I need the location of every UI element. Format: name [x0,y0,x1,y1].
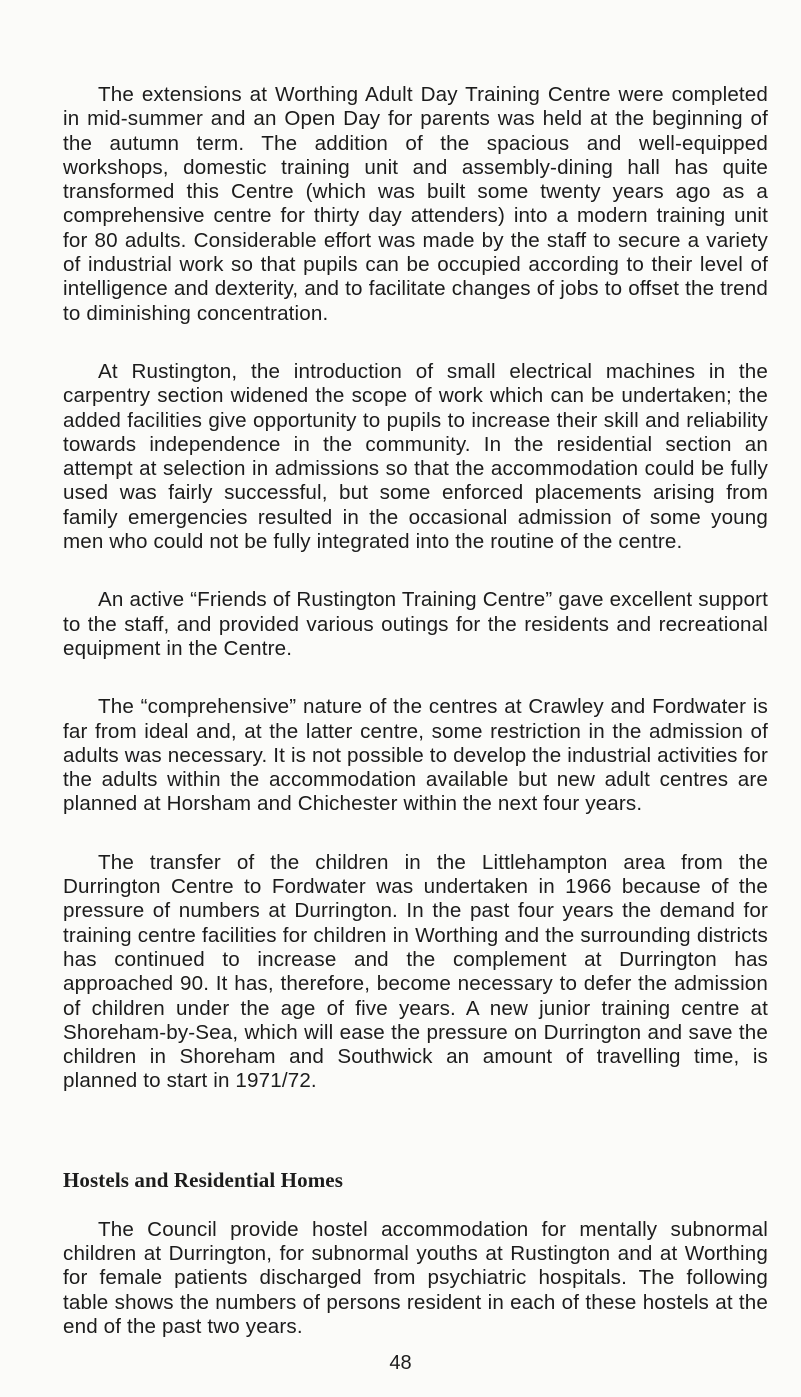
paragraph-rustington: At Rustington, the introduction of small electrical machines in the carpentry section widened the scope of work which can be undertaken; the added facilities give opportunity to pupils to increase their skill and reliability towards independence in the community. In the residential section an attempt at selection in admissions so that the accommodation could be fully used was fairly successful, but some enforced placements arising from family emergencies resulted in the occasional admission of some young men who could not be fully integrated into the routine of the centre. [63,359,768,554]
paragraph-friends-of-rustington: An active “Friends of Rustington Training Centre” gave excellent support to the staff, and provided various outings for the residents and recreational equipment in the Centre. [63,588,768,660]
page-number: 48 [389,1352,412,1374]
paragraph-comprehensive-centres: The “comprehensive” nature of the centres at Crawley and Fordwater is far from ideal and, at the latter centre, some restriction in the admission of adults was necessary. It is not possible to develop the industrial activities for the adults within the accommodation available but new adult centres are planned at Horsham and Chichester within the next four years. [63,695,768,816]
paragraph-hostel-accommodation: The Council provide hostel accommodation for mentally subnormal children at Durrington, for subnormal youths at Rustington and at Worthing for female patients discharged from psychiatric hospitals. The following table shows the numbers of persons resident in each of these hostels at the end of the past two years. [63,1217,768,1338]
paragraph-durrington-transfer: The transfer of the children in the Littlehampton area from the Durrington Centre to Fordwater was undertaken in 1966 because of the pressure of numbers at Durrington. In the past four years the demand for training centre facilities for children in Worthing and the surrounding districts has continued to increase and the complement at Durrington has approached 90. It has, therefore, become necessary to defer the admission of children under the age of five years. A new junior training centre at Shoreham-by-Sea, which will ease the pressure on Durrington and save the children in Shoreham and Southwick an amount of travelling time, is planned to start in 1971/72. [63,850,768,1093]
document-page [63,83,768,1339]
paragraph-worthing-extensions: The extensions at Worthing Adult Day Training Centre were completed in mid-summer and an Open Day for parents was held at the beginning of the autumn term. The addition of the spacious and well-equipped workshops, domestic training unit and assembly-dining hall has quite transformed this Centre (which was built some twenty years ago as a comprehensive centre for thirty day attenders) into a modern training unit for 80 adults. Considerable effort was made by the staff to secure a variety of industrial work so that pupils can be occupied according to their level of intelligence and dexterity, and to facilitate changes of jobs to offset the trend to diminishing concentration. [63,83,768,325]
section-heading: Hostels and Residential Homes [63,1167,343,1192]
